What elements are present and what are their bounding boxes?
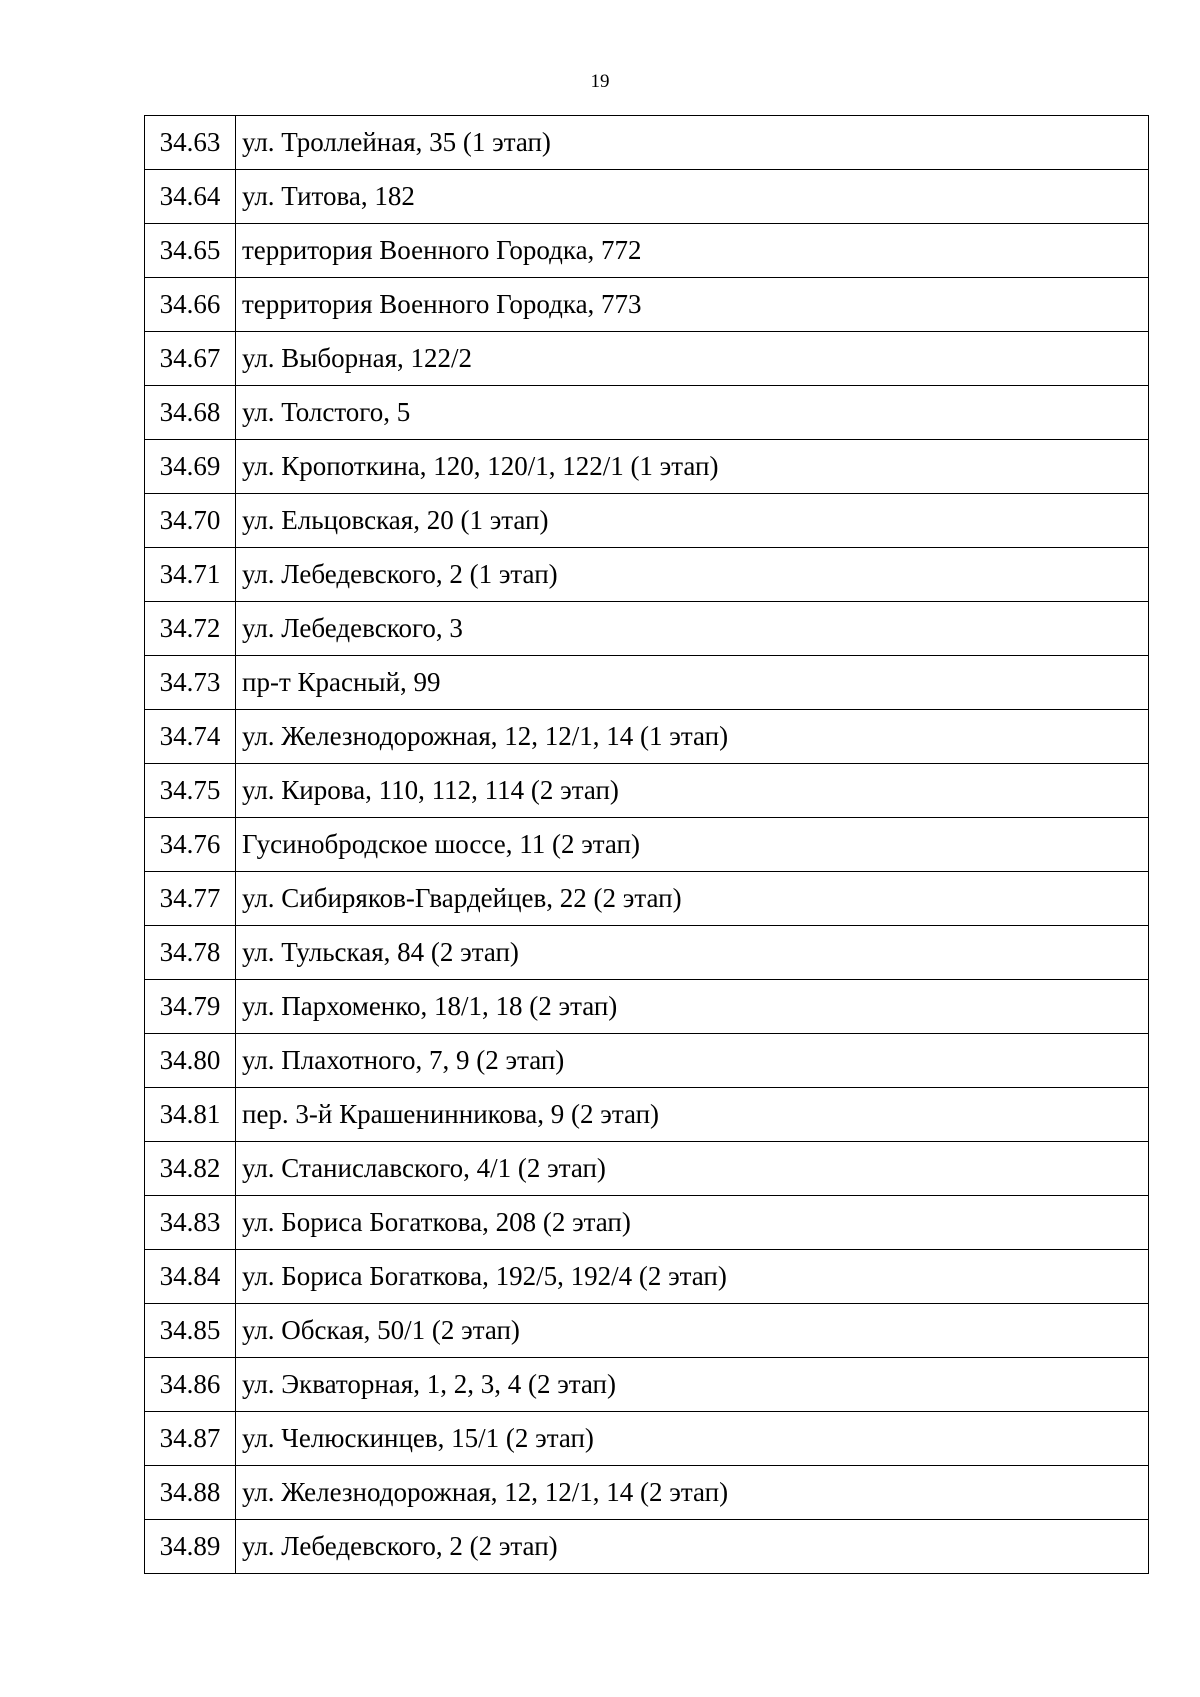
table-row	[145, 980, 1149, 1034]
address-table-body	[145, 116, 1149, 1574]
address-cell: ул. Обская, 50/1 (2 этап)	[236, 1304, 1149, 1358]
table-row	[145, 1196, 1149, 1250]
row-number-cell: 34.89	[145, 1520, 236, 1574]
address-cell: ул. Сибиряков-Гвардейцев, 22 (2 этап)	[236, 872, 1149, 926]
address-cell: ул. Толстого, 5	[236, 386, 1149, 440]
address-cell: ул. Бориса Богаткова, 208 (2 этап)	[236, 1196, 1149, 1250]
address-cell: ул. Железнодорожная, 12, 12/1, 14 (1 этап)	[236, 710, 1149, 764]
address-cell: ул. Плахотного, 7, 9 (2 этап)	[236, 1034, 1149, 1088]
page-number: 19	[590, 71, 610, 92]
row-number-cell: 34.77	[145, 872, 236, 926]
address-cell: ул. Бориса Богаткова, 192/5, 192/4 (2 этап)	[236, 1250, 1149, 1304]
row-number-cell: 34.83	[145, 1196, 236, 1250]
table-row	[145, 818, 1149, 872]
table-row	[145, 764, 1149, 818]
address-cell: пр-т Красный, 99	[236, 656, 1149, 710]
address-cell: пер. 3-й Крашенинникова, 9 (2 этап)	[236, 1088, 1149, 1142]
address-cell: ул. Лебедевского, 3	[236, 602, 1149, 656]
row-number-cell: 34.82	[145, 1142, 236, 1196]
row-number-cell: 34.70	[145, 494, 236, 548]
row-number-cell: 34.64	[145, 170, 236, 224]
table-row	[145, 278, 1149, 332]
row-number-cell: 34.85	[145, 1304, 236, 1358]
address-cell: ул. Челюскинцев, 15/1 (2 этап)	[236, 1412, 1149, 1466]
row-number-cell: 34.76	[145, 818, 236, 872]
table-row	[145, 656, 1149, 710]
table-row	[145, 1520, 1149, 1574]
address-cell: ул. Станиславского, 4/1 (2 этап)	[236, 1142, 1149, 1196]
table-row	[145, 386, 1149, 440]
address-cell: Гусинобродское шоссе, 11 (2 этап)	[236, 818, 1149, 872]
table-row	[145, 1358, 1149, 1412]
row-number-cell: 34.86	[145, 1358, 236, 1412]
row-number-cell: 34.79	[145, 980, 236, 1034]
row-number-cell: 34.63	[145, 116, 236, 170]
table-row	[145, 332, 1149, 386]
row-number-cell: 34.71	[145, 548, 236, 602]
address-cell: ул. Выборная, 122/2	[236, 332, 1149, 386]
address-table	[144, 115, 1149, 1574]
table-row	[145, 170, 1149, 224]
row-number-cell: 34.69	[145, 440, 236, 494]
table-row	[145, 224, 1149, 278]
table-row	[145, 494, 1149, 548]
row-number-cell: 34.87	[145, 1412, 236, 1466]
table-row	[145, 872, 1149, 926]
table-row	[145, 1466, 1149, 1520]
row-number-cell: 34.65	[145, 224, 236, 278]
address-cell: ул. Экваторная, 1, 2, 3, 4 (2 этап)	[236, 1358, 1149, 1412]
table-row	[145, 710, 1149, 764]
address-cell: ул. Кирова, 110, 112, 114 (2 этап)	[236, 764, 1149, 818]
row-number-cell: 34.81	[145, 1088, 236, 1142]
table-row	[145, 602, 1149, 656]
row-number-cell: 34.72	[145, 602, 236, 656]
address-cell: ул. Тульская, 84 (2 этап)	[236, 926, 1149, 980]
row-number-cell: 34.74	[145, 710, 236, 764]
row-number-cell: 34.68	[145, 386, 236, 440]
row-number-cell: 34.67	[145, 332, 236, 386]
address-cell: ул. Титова, 182	[236, 170, 1149, 224]
address-cell: ул. Кропоткина, 120, 120/1, 122/1 (1 этап)	[236, 440, 1149, 494]
address-cell: ул. Железнодорожная, 12, 12/1, 14 (2 этап)	[236, 1466, 1149, 1520]
row-number-cell: 34.88	[145, 1466, 236, 1520]
table-row	[145, 1142, 1149, 1196]
table-row	[145, 1304, 1149, 1358]
address-cell: ул. Лебедевского, 2 (1 этап)	[236, 548, 1149, 602]
address-cell: ул. Ельцовская, 20 (1 этап)	[236, 494, 1149, 548]
address-cell: ул. Лебедевского, 2 (2 этап)	[236, 1520, 1149, 1574]
row-number-cell: 34.73	[145, 656, 236, 710]
row-number-cell: 34.80	[145, 1034, 236, 1088]
address-cell: территория Военного Городка, 772	[236, 224, 1149, 278]
table-row	[145, 440, 1149, 494]
address-cell: территория Военного Городка, 773	[236, 278, 1149, 332]
table-row	[145, 548, 1149, 602]
table-row	[145, 1412, 1149, 1466]
table-row	[145, 116, 1149, 170]
address-cell: ул. Троллейная, 35 (1 этап)	[236, 116, 1149, 170]
row-number-cell: 34.78	[145, 926, 236, 980]
row-number-cell: 34.75	[145, 764, 236, 818]
row-number-cell: 34.84	[145, 1250, 236, 1304]
address-cell: ул. Пархоменко, 18/1, 18 (2 этап)	[236, 980, 1149, 1034]
table-row	[145, 926, 1149, 980]
row-number-cell: 34.66	[145, 278, 236, 332]
table-row	[145, 1088, 1149, 1142]
table-row	[145, 1034, 1149, 1088]
table-row	[145, 1250, 1149, 1304]
